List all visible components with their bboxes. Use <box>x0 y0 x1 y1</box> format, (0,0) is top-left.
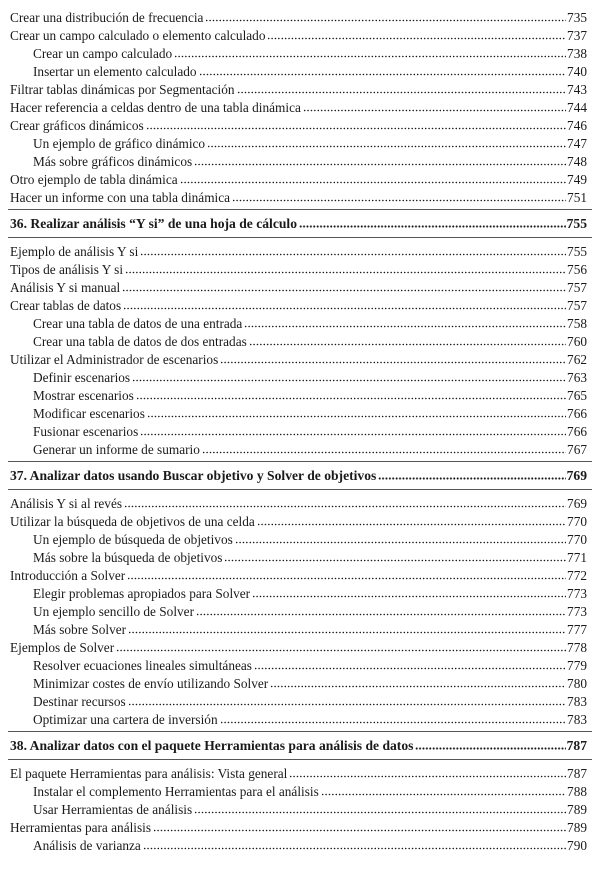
entry-title: Otro ejemplo de tabla dinámica <box>10 172 178 187</box>
dot-leader <box>202 451 566 454</box>
section-divider <box>8 731 592 732</box>
toc-subentry <box>33 44 587 62</box>
toc-entry <box>10 26 587 44</box>
entry-title: Instalar el complemento Herramientas para el análisis <box>33 784 319 799</box>
page-number: 766 <box>567 424 587 439</box>
dot-leader <box>254 667 566 670</box>
section-divider <box>8 209 592 210</box>
toc-subentry <box>33 836 587 854</box>
entry-title: Usar Herramientas de análisis <box>33 802 193 817</box>
page-number: 763 <box>567 370 587 385</box>
page-number: 787 <box>566 738 587 753</box>
toc-entry <box>10 638 587 656</box>
dot-leader <box>146 127 566 130</box>
page-number: 738 <box>567 46 587 61</box>
dot-leader <box>232 199 566 202</box>
toc-entry <box>10 566 587 584</box>
dot-leader <box>180 181 566 184</box>
page-number: 778 <box>567 640 587 655</box>
toc-subentry <box>33 620 587 638</box>
entry-title: Insertar un elemento calculado <box>33 64 197 79</box>
dot-leader <box>378 477 565 480</box>
page-number: 758 <box>567 316 587 331</box>
toc-subentry <box>33 368 587 386</box>
toc-subentry <box>33 134 587 152</box>
dot-leader <box>224 559 566 562</box>
page-number: 760 <box>567 334 587 349</box>
toc-entry <box>10 242 587 260</box>
page-number: 755 <box>567 244 587 259</box>
page-number: 772 <box>567 568 587 583</box>
entry-title: Utilizar el Administrador de escenarios <box>10 352 219 367</box>
toc-subentry <box>33 584 587 602</box>
toc-subentry <box>33 602 587 620</box>
dot-leader <box>128 703 566 706</box>
page-number: 756 <box>567 262 587 277</box>
dot-leader <box>237 91 567 94</box>
dot-leader <box>136 397 566 400</box>
entry-title: Hacer un informe con una tabla dinámica <box>10 190 231 205</box>
toc-entry <box>10 116 587 134</box>
dot-leader <box>252 595 566 598</box>
entry-title: Hacer referencia a celdas dentro de una tabla dinámica <box>10 100 301 115</box>
section-divider <box>8 461 592 462</box>
entry-title: 37. Analizar datos usando Buscar objetivo y Solver de objetivos <box>10 468 377 483</box>
dot-leader <box>132 379 566 382</box>
dot-leader <box>125 271 566 274</box>
page-number: 788 <box>567 784 587 799</box>
page-number: 789 <box>567 820 587 835</box>
entry-title: Herramientas para análisis <box>10 820 152 835</box>
dot-leader <box>199 73 566 76</box>
entry-title: Destinar recursos <box>33 694 126 709</box>
toc-subentry <box>33 782 587 800</box>
page-number: 744 <box>567 100 587 115</box>
entry-title: Crear una tabla de datos de dos entradas <box>33 334 247 349</box>
dot-leader <box>267 37 566 40</box>
chapter-heading <box>10 736 587 754</box>
dot-leader <box>205 19 566 22</box>
entry-title: Un ejemplo de búsqueda de objetivos <box>33 532 233 547</box>
toc-subentry <box>33 404 587 422</box>
entry-title: Crear una distribución de frecuencia <box>10 10 204 25</box>
toc-entry <box>10 98 587 116</box>
toc-subentry <box>33 674 587 692</box>
dot-leader <box>244 325 566 328</box>
page-number: 783 <box>567 712 587 727</box>
dot-leader <box>220 361 566 364</box>
entry-title: Análisis Y si al revés <box>10 496 123 511</box>
toc-entry <box>10 818 587 836</box>
toc-entry <box>10 8 587 26</box>
page-number: 771 <box>567 550 587 565</box>
entry-title: Introducción a Solver <box>10 568 126 583</box>
toc-entry <box>10 494 587 512</box>
section-divider <box>8 489 592 490</box>
entry-title: 38. Analizar datos con el paquete Herramientas para análisis de datos <box>10 738 414 753</box>
dot-leader <box>257 523 566 526</box>
page-number: 773 <box>567 586 587 601</box>
dot-leader <box>207 145 566 148</box>
entry-title: Un ejemplo de gráfico dinámico <box>33 136 206 151</box>
toc-entry <box>10 350 587 368</box>
page-number: 762 <box>567 352 587 367</box>
toc-subentry <box>33 62 587 80</box>
entry-title: Resolver ecuaciones lineales simultáneas <box>33 658 252 673</box>
dot-leader <box>299 225 566 228</box>
dot-leader <box>123 307 566 310</box>
entry-title: Elegir problemas apropiados para Solver <box>33 586 251 601</box>
toc-subentry <box>33 710 587 728</box>
toc-entry <box>10 170 587 188</box>
entry-title: 36. Realizar análisis “Y si” de una hoja de cálculo <box>10 216 297 231</box>
dot-leader <box>124 505 566 508</box>
page-number: 746 <box>567 118 587 133</box>
toc-subentry <box>33 152 587 170</box>
toc-entry <box>10 764 587 782</box>
entry-title: Más sobre gráficos dinámicos <box>33 154 193 169</box>
dot-leader <box>289 775 566 778</box>
dot-leader <box>220 721 566 724</box>
dot-leader <box>321 793 566 796</box>
entry-title: Filtrar tablas dinámicas por Segmentación <box>10 82 235 97</box>
entry-title: Más sobre la búsqueda de objetivos <box>33 550 223 565</box>
page-number: 770 <box>567 532 587 547</box>
toc-subentry <box>33 656 587 674</box>
page-number: 755 <box>566 216 587 231</box>
dot-leader <box>140 433 566 436</box>
toc-entry <box>10 80 587 98</box>
page-number: 735 <box>567 10 587 25</box>
toc-subentry <box>33 548 587 566</box>
toc-entry <box>10 260 587 278</box>
toc-subentry <box>33 692 587 710</box>
entry-title: Crear tablas de datos <box>10 298 122 313</box>
page-number: 783 <box>567 694 587 709</box>
toc-subentry <box>33 386 587 404</box>
page-number: 773 <box>567 604 587 619</box>
dot-leader <box>194 811 566 814</box>
toc-subentry <box>33 530 587 548</box>
page-number: 748 <box>567 154 587 169</box>
section-divider <box>8 237 592 238</box>
entry-title: Generar un informe de sumario <box>33 442 200 457</box>
dot-leader <box>122 289 566 292</box>
page-number: 790 <box>567 838 587 853</box>
dot-leader <box>153 829 566 832</box>
page-number: 779 <box>567 658 587 673</box>
entry-title: Ejemplo de análisis Y si <box>10 244 139 259</box>
entry-title: Crear gráficos dinámicos <box>10 118 144 133</box>
page-number: 789 <box>567 802 587 817</box>
section-divider <box>8 759 592 760</box>
chapter-heading <box>10 214 587 232</box>
page-number: 751 <box>567 190 587 205</box>
toc-entry <box>10 512 587 530</box>
page-number: 770 <box>567 514 587 529</box>
dot-leader <box>128 631 566 634</box>
dot-leader <box>116 649 566 652</box>
dot-leader <box>127 577 566 580</box>
toc-subentry <box>33 314 587 332</box>
entry-title: Un ejemplo sencillo de Solver <box>33 604 195 619</box>
entry-title: Ejemplos de Solver <box>10 640 115 655</box>
page-number: 767 <box>567 442 587 457</box>
page-number: 780 <box>567 676 587 691</box>
entry-title: Crear un campo calculado o elemento calculado <box>10 28 266 43</box>
entry-title: Análisis Y si manual <box>10 280 121 295</box>
dot-leader <box>147 415 566 418</box>
entry-title: Análisis de varianza <box>33 838 141 853</box>
page-number: 737 <box>567 28 587 43</box>
dot-leader <box>415 747 565 750</box>
entry-title: Tipos de análisis Y si <box>10 262 124 277</box>
entry-title: El paquete Herramientas para análisis: Vista general <box>10 766 288 781</box>
entry-title: Más sobre Solver <box>33 622 127 637</box>
dot-leader <box>303 109 566 112</box>
entry-title: Optimizar una cartera de inversión <box>33 712 218 727</box>
toc-subentry <box>33 440 587 458</box>
dot-leader <box>140 253 566 256</box>
page-number: 757 <box>567 280 587 295</box>
toc-subentry <box>33 422 587 440</box>
page-number: 749 <box>567 172 587 187</box>
entry-title: Minimizar costes de envío utilizando Solver <box>33 676 269 691</box>
toc-subentry <box>33 332 587 350</box>
toc-entry <box>10 296 587 314</box>
dot-leader <box>235 541 566 544</box>
toc-entry <box>10 188 587 206</box>
entry-title: Definir escenarios <box>33 370 131 385</box>
dot-leader <box>270 685 566 688</box>
dot-leader <box>143 847 566 850</box>
toc-subentry <box>33 800 587 818</box>
dot-leader <box>196 613 566 616</box>
entry-title: Crear un campo calculado <box>33 46 173 61</box>
chapter-heading <box>10 466 587 484</box>
page-number: 777 <box>567 622 587 637</box>
dot-leader <box>174 55 566 58</box>
page-number: 765 <box>567 388 587 403</box>
page-number: 787 <box>567 766 587 781</box>
entry-title: Mostrar escenarios <box>33 388 134 403</box>
page-number: 766 <box>567 406 587 421</box>
dot-leader <box>249 343 566 346</box>
entry-title: Modificar escenarios <box>33 406 145 421</box>
dot-leader <box>194 163 566 166</box>
entry-title: Utilizar la búsqueda de objetivos de una celda <box>10 514 255 529</box>
page-number: 769 <box>566 468 587 483</box>
entry-title: Fusionar escenarios <box>33 424 139 439</box>
toc-entry <box>10 278 587 296</box>
page-number: 740 <box>567 64 587 79</box>
page-number: 757 <box>567 298 587 313</box>
entry-title: Crear una tabla de datos de una entrada <box>33 316 243 331</box>
page-number: 743 <box>567 82 587 97</box>
page-number: 769 <box>567 496 587 511</box>
page-number: 747 <box>567 136 587 151</box>
